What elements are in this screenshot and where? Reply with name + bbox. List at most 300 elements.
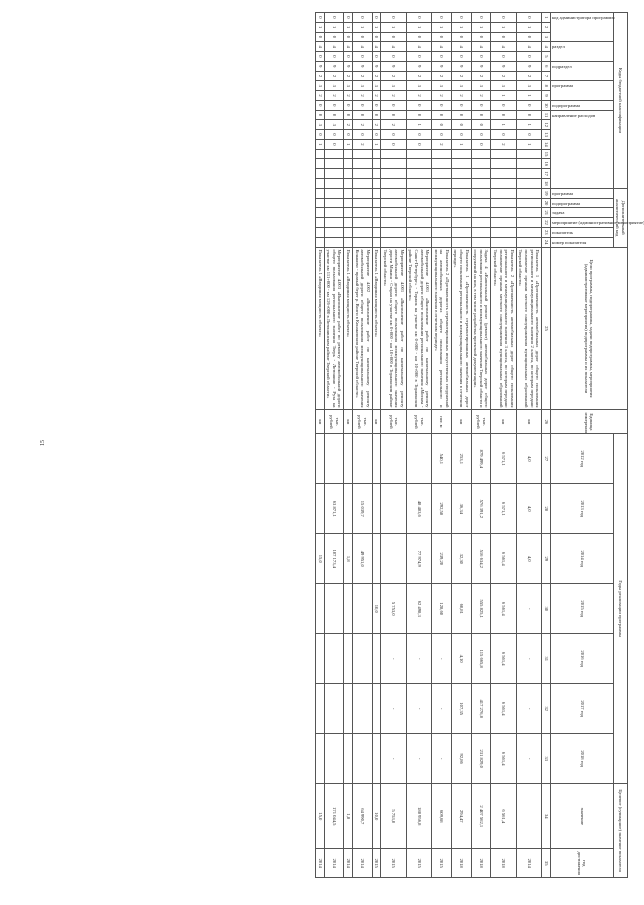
year-value: 32,30 xyxy=(451,534,471,584)
year-value xyxy=(316,634,325,684)
code-cell xyxy=(516,198,541,208)
code-cell: 3 xyxy=(491,81,516,91)
code-cell xyxy=(316,159,325,169)
col-number: 24 xyxy=(542,237,551,247)
code-cell: 2 xyxy=(451,91,471,101)
code-cell xyxy=(316,179,325,189)
year-value: 6 571,1 xyxy=(491,484,516,534)
header-extra-label: показатель xyxy=(551,229,573,235)
year-value: 231 829,0 xyxy=(471,734,491,784)
header-year-2: 2014 год xyxy=(550,534,613,584)
code-cell: 0 xyxy=(324,100,344,110)
header-kbk-sub-2 xyxy=(550,61,613,81)
code-cell xyxy=(471,169,491,179)
col-number: 25 xyxy=(542,247,551,410)
code-cell: 0 xyxy=(471,13,491,23)
code-cell: 3 xyxy=(471,81,491,91)
code-cell: 2 xyxy=(372,120,381,130)
code-cell xyxy=(432,179,452,189)
col-number: 6 xyxy=(542,61,551,71)
code-cell: 0 xyxy=(316,110,325,120)
rotated-sheet xyxy=(48,12,644,878)
code-cell: 0 xyxy=(316,13,325,23)
code-cell: 2 xyxy=(381,71,406,81)
code-cell: 4 xyxy=(471,42,491,52)
year-value: - xyxy=(432,634,452,684)
col-number: 8 xyxy=(542,81,551,91)
year-value: 6 571,1 xyxy=(491,434,516,484)
code-cell xyxy=(406,179,431,189)
year-value: 1,8 xyxy=(344,534,353,584)
col-number: 18 xyxy=(542,179,551,189)
row-description: Мероприятие 4.002 «Выполнение работ по капитальному ремонту автомобильной дороги общего пользования межмуниципального значения Конаково - правый берег р. Волги в Конаковском районе Тверской области» xyxy=(353,247,373,410)
header-extra-label: программа xyxy=(551,190,573,196)
code-cell: 0 xyxy=(372,13,381,23)
code-cell: 0 xyxy=(451,110,471,120)
code-cell xyxy=(381,227,406,237)
year-value: - xyxy=(406,684,431,734)
code-cell: 2 xyxy=(432,91,452,101)
code-cell: 0 xyxy=(516,110,541,120)
code-cell: 9 xyxy=(471,61,491,71)
header-unit: Единица измерения xyxy=(550,410,627,434)
year-value: 555 825,1 xyxy=(471,584,491,634)
code-cell xyxy=(432,227,452,237)
code-cell xyxy=(344,179,353,189)
code-cell: 2 xyxy=(381,120,406,130)
header-final-value: значение xyxy=(550,784,613,849)
final-year: 2014 xyxy=(324,849,344,878)
code-cell: 0 xyxy=(451,32,471,42)
col-number: 13 xyxy=(542,130,551,140)
table-row xyxy=(471,13,491,878)
header-years: Годы реализации программы xyxy=(613,434,627,784)
code-cell xyxy=(372,149,381,159)
row-description: Мероприятие 4.001 «Выполнение работ по капитальному ремонту автомобильной дороги общего пользования межмуниципального значения дороги Мякиш - Старая на участке км 0+000 - км 10+000 в Торжокском районе Тверской области» xyxy=(381,247,406,410)
row-unit: км xyxy=(516,410,541,434)
col-number: 21 xyxy=(542,208,551,218)
col-number: 29 xyxy=(542,534,551,584)
year-value: 62 498,3 xyxy=(406,584,431,634)
code-cell xyxy=(381,159,406,169)
code-cell: 3 xyxy=(324,120,344,130)
code-cell xyxy=(516,188,541,198)
table-row xyxy=(406,13,431,878)
code-cell: 0 xyxy=(432,130,452,140)
code-cell xyxy=(381,237,406,247)
year-value xyxy=(353,734,373,784)
code-cell: 0 xyxy=(406,52,431,62)
year-value: 6 561,4 xyxy=(491,634,516,684)
row-unit: км xyxy=(344,410,353,434)
code-cell: 4 xyxy=(516,42,541,52)
code-cell: 0 xyxy=(471,139,491,149)
year-value xyxy=(372,684,381,734)
year-value: 253,1 xyxy=(451,434,471,484)
year-value: - xyxy=(381,684,406,734)
code-cell xyxy=(372,169,381,179)
header-extra-code: Дополнительный аналитический код xyxy=(613,188,627,247)
code-cell xyxy=(516,208,541,218)
col-number: 33 xyxy=(542,734,551,784)
row-description: Показатель 1 «Протяженность отремонтированных автомобильных дорог общего пользования регионального и межмуниципального значения в отчетном периоде» xyxy=(451,247,471,410)
code-cell: 0 xyxy=(432,100,452,110)
code-cell: 0 xyxy=(344,52,353,62)
code-cell xyxy=(324,227,344,237)
code-cell xyxy=(344,169,353,179)
code-cell xyxy=(432,159,452,169)
code-cell xyxy=(344,149,353,159)
code-cell xyxy=(451,179,471,189)
code-cell: 0 xyxy=(353,130,373,140)
year-value: - xyxy=(381,634,406,684)
code-cell: 1 xyxy=(491,91,516,101)
year-value: - xyxy=(516,584,541,634)
code-cell xyxy=(491,198,516,208)
header-kbk-sub-label: программа xyxy=(551,83,573,89)
year-value: 49 951,0 xyxy=(353,534,373,584)
year-value xyxy=(353,434,373,484)
code-cell: 0 xyxy=(381,13,406,23)
code-cell xyxy=(344,237,353,247)
code-cell: 0 xyxy=(432,32,452,42)
code-cell: 0 xyxy=(491,100,516,110)
code-cell xyxy=(316,237,325,247)
code-cell: 0 xyxy=(451,52,471,62)
year-value: - xyxy=(432,684,452,734)
code-cell xyxy=(353,169,373,179)
year-value xyxy=(324,684,344,734)
year-value xyxy=(381,434,406,484)
code-cell: 4 xyxy=(491,42,516,52)
code-cell: 1 xyxy=(491,120,516,130)
code-cell xyxy=(316,169,325,179)
code-cell xyxy=(353,198,373,208)
code-cell xyxy=(491,218,516,228)
year-value xyxy=(316,434,325,484)
code-cell: 0 xyxy=(471,100,491,110)
code-cell xyxy=(451,188,471,198)
code-cell xyxy=(353,227,373,237)
header-extra-label: номер показателя xyxy=(551,239,587,245)
code-cell xyxy=(516,179,541,189)
year-value xyxy=(344,584,353,634)
year-value xyxy=(381,534,406,584)
table-row xyxy=(324,13,344,878)
code-cell: 9 xyxy=(516,61,541,71)
code-cell: 9 xyxy=(372,61,381,71)
col-number: 19 xyxy=(542,188,551,198)
code-cell xyxy=(353,208,373,218)
code-cell xyxy=(372,208,381,218)
year-value: 4,0 xyxy=(516,484,541,534)
code-cell xyxy=(406,218,431,228)
year-value: 4,10 xyxy=(451,634,471,684)
code-cell xyxy=(324,218,344,228)
code-cell: 4 xyxy=(344,42,353,52)
code-cell xyxy=(372,237,381,247)
year-value xyxy=(324,734,344,784)
code-cell: 1 xyxy=(471,22,491,32)
code-cell: 2 xyxy=(324,71,344,81)
code-cell: 0 xyxy=(451,130,471,140)
header-year-5: 2017 год xyxy=(550,684,613,734)
header-kbk-sub-label: код администратора программы xyxy=(551,15,615,20)
col-number: 30 xyxy=(542,584,551,634)
code-cell xyxy=(381,188,406,198)
header-kbk: Коды бюджетной классификации xyxy=(613,13,627,189)
code-cell: 3 xyxy=(516,81,541,91)
code-cell: 1 xyxy=(353,22,373,32)
row-description: Показатель 1 «Вводимая мощность объекта» xyxy=(316,247,325,410)
code-cell: 9 xyxy=(353,61,373,71)
header-final-year: год достижения xyxy=(550,849,613,878)
code-cell xyxy=(353,218,373,228)
year-value xyxy=(344,684,353,734)
final-value: 64 990,7 xyxy=(353,784,373,849)
col-number: 20 xyxy=(542,198,551,208)
code-cell xyxy=(353,179,373,189)
year-value: 60,81 xyxy=(451,584,471,634)
col-number: 31 xyxy=(542,634,551,684)
code-cell xyxy=(471,218,491,228)
code-cell xyxy=(353,149,373,159)
code-cell: 3 xyxy=(372,81,381,91)
code-cell: 0 xyxy=(324,52,344,62)
header-extra-col-0 xyxy=(550,188,613,198)
col-number: 15 xyxy=(542,149,551,159)
year-value: - xyxy=(381,734,406,784)
code-cell: 0 xyxy=(316,52,325,62)
table-row xyxy=(316,13,325,878)
final-year: 2015 xyxy=(381,849,406,878)
final-value: 609,68 xyxy=(432,784,452,849)
code-cell: 0 xyxy=(344,13,353,23)
code-cell xyxy=(324,198,344,208)
code-cell xyxy=(406,198,431,208)
code-cell xyxy=(432,169,452,179)
year-value: 128,60 xyxy=(432,584,452,634)
code-cell: 0 xyxy=(353,110,373,120)
code-cell: 0 xyxy=(372,100,381,110)
code-cell xyxy=(372,159,381,169)
year-value: 6 561,4 xyxy=(491,534,516,584)
row-unit: км xyxy=(491,410,516,434)
code-cell: 3 xyxy=(316,81,325,91)
page-number: 15 xyxy=(40,440,46,446)
year-value xyxy=(344,484,353,534)
year-value: - xyxy=(432,734,452,784)
header-kbk-sub-label: направление расходов xyxy=(551,112,595,118)
header-year-1: 2013 год xyxy=(550,484,613,534)
code-cell: 1 xyxy=(451,22,471,32)
code-cell xyxy=(516,237,541,247)
code-cell xyxy=(316,188,325,198)
code-cell: 1 xyxy=(316,139,325,149)
code-cell xyxy=(491,208,516,218)
year-value xyxy=(372,434,381,484)
year-value: 107 173,4 xyxy=(324,534,344,584)
year-value: 15 039,7 xyxy=(353,484,373,534)
code-cell: 0 xyxy=(406,139,431,149)
year-value xyxy=(324,434,344,484)
code-cell: 1 xyxy=(432,22,452,32)
code-cell: 1 xyxy=(516,22,541,32)
row-unit: тыс. рублей xyxy=(353,410,373,434)
code-cell: 4 xyxy=(324,42,344,52)
code-cell xyxy=(491,169,516,179)
code-cell xyxy=(406,237,431,247)
col-number: 26 xyxy=(542,410,551,434)
code-cell xyxy=(344,188,353,198)
program-table xyxy=(315,12,644,878)
code-cell: 4 xyxy=(381,42,406,52)
final-value: 6 561,4 xyxy=(491,784,516,849)
code-cell: 2 xyxy=(353,139,373,149)
code-cell: 9 xyxy=(344,61,353,71)
code-cell: 4 xyxy=(432,42,452,52)
code-cell: 3 xyxy=(324,81,344,91)
row-unit: тыс. рублей xyxy=(381,410,406,434)
code-cell: 9 xyxy=(432,61,452,71)
code-cell: 1 xyxy=(516,120,541,130)
year-value xyxy=(344,634,353,684)
code-cell xyxy=(316,198,325,208)
year-value xyxy=(372,484,381,534)
code-cell: 0 xyxy=(471,52,491,62)
year-value: 576 391,2 xyxy=(471,484,491,534)
code-cell: 0 xyxy=(324,32,344,42)
col-number: 2 xyxy=(542,22,551,32)
code-cell: 2 xyxy=(316,71,325,81)
col-number: 32 xyxy=(542,684,551,734)
year-value: 540,1 xyxy=(432,434,452,484)
table-row xyxy=(491,13,516,878)
code-cell xyxy=(516,159,541,169)
code-cell: 1 xyxy=(451,139,471,149)
code-cell: 2 xyxy=(406,91,431,101)
code-cell: 0 xyxy=(516,13,541,23)
code-cell: 2 xyxy=(471,71,491,81)
code-cell: 2 xyxy=(353,91,373,101)
code-cell xyxy=(471,198,491,208)
code-cell xyxy=(432,218,452,228)
code-cell: 1 xyxy=(406,120,431,130)
final-value: 188 956,8 xyxy=(406,784,431,849)
code-cell: 3 xyxy=(353,81,373,91)
header-kbk-sub-3 xyxy=(550,81,613,101)
col-number: 34 xyxy=(542,784,551,849)
header-kbk-sub-5 xyxy=(550,110,613,188)
header-extra-col-5 xyxy=(550,237,613,247)
code-cell: 2 xyxy=(432,71,452,81)
col-number: 27 xyxy=(542,434,551,484)
code-cell: 0 xyxy=(516,100,541,110)
code-cell: 0 xyxy=(324,13,344,23)
final-value: 1,8 xyxy=(344,784,353,849)
code-cell: 0 xyxy=(432,13,452,23)
code-cell: 0 xyxy=(406,130,431,140)
code-cell xyxy=(451,149,471,159)
year-value: 6 561,4 xyxy=(491,684,516,734)
year-value xyxy=(372,534,381,584)
code-cell xyxy=(451,208,471,218)
code-cell xyxy=(372,179,381,189)
header-extra-label: мероприятие (административное мероприятие) xyxy=(551,220,644,226)
year-value: 15,0 xyxy=(316,534,325,584)
code-cell: 9 xyxy=(324,61,344,71)
code-cell: 1 xyxy=(344,139,353,149)
code-cell xyxy=(344,198,353,208)
col-number: 11 xyxy=(542,110,551,120)
year-value: - xyxy=(406,734,431,784)
header-extra-col-3 xyxy=(550,218,644,228)
final-year: 2014 xyxy=(344,849,353,878)
code-cell xyxy=(316,227,325,237)
code-cell xyxy=(471,208,491,218)
table-row xyxy=(353,13,373,878)
final-year: 2014 xyxy=(316,849,325,878)
final-year: 2015 xyxy=(406,849,431,878)
code-cell: 2 xyxy=(432,139,452,149)
code-cell: 0 xyxy=(316,130,325,140)
code-cell: 0 xyxy=(372,32,381,42)
code-cell: 0 xyxy=(491,13,516,23)
year-value: 4,0 xyxy=(516,534,541,584)
code-cell xyxy=(324,149,344,159)
code-cell: 0 xyxy=(516,32,541,42)
code-cell xyxy=(344,159,353,169)
code-cell xyxy=(381,149,406,159)
code-cell xyxy=(516,149,541,159)
code-cell xyxy=(491,179,516,189)
code-cell xyxy=(451,159,471,169)
col-number: 1 xyxy=(542,13,551,23)
code-cell xyxy=(432,237,452,247)
code-cell: 4 xyxy=(353,42,373,52)
code-cell: 1 xyxy=(406,22,431,32)
final-value: 2 407 562,1 xyxy=(471,784,491,849)
row-description: Показатель 2 «Протяженность отремонтированных искусственных сооружений на автомобильных дорогах общего пользования регионального и межмуниципального значения в отчетном периоде» xyxy=(432,247,452,410)
code-cell: 1 xyxy=(316,22,325,32)
table-row xyxy=(432,13,452,878)
header-extra-col-1 xyxy=(550,198,613,208)
code-cell: 0 xyxy=(381,110,406,120)
code-cell xyxy=(406,188,431,198)
code-cell: 0 xyxy=(451,120,471,130)
code-cell: 3 xyxy=(451,81,471,91)
code-cell: 0 xyxy=(316,32,325,42)
code-cell: 2 xyxy=(372,91,381,101)
final-value: 5 753,0 xyxy=(381,784,406,849)
code-cell xyxy=(451,218,471,228)
code-cell xyxy=(432,188,452,198)
code-cell: 1 xyxy=(324,22,344,32)
year-value xyxy=(316,584,325,634)
code-cell: 0 xyxy=(451,100,471,110)
year-value xyxy=(372,634,381,684)
final-year: 2015 xyxy=(432,849,452,878)
code-cell: 0 xyxy=(516,130,541,140)
code-cell: 1 xyxy=(516,91,541,101)
code-cell xyxy=(406,227,431,237)
code-cell: 0 xyxy=(432,110,452,120)
code-cell xyxy=(451,169,471,179)
final-year: 2018 xyxy=(491,849,516,878)
code-cell: 4 xyxy=(372,42,381,52)
row-description: Показатель 1 «Вводимая мощность объекта» xyxy=(344,247,353,410)
code-cell: 0 xyxy=(491,130,516,140)
